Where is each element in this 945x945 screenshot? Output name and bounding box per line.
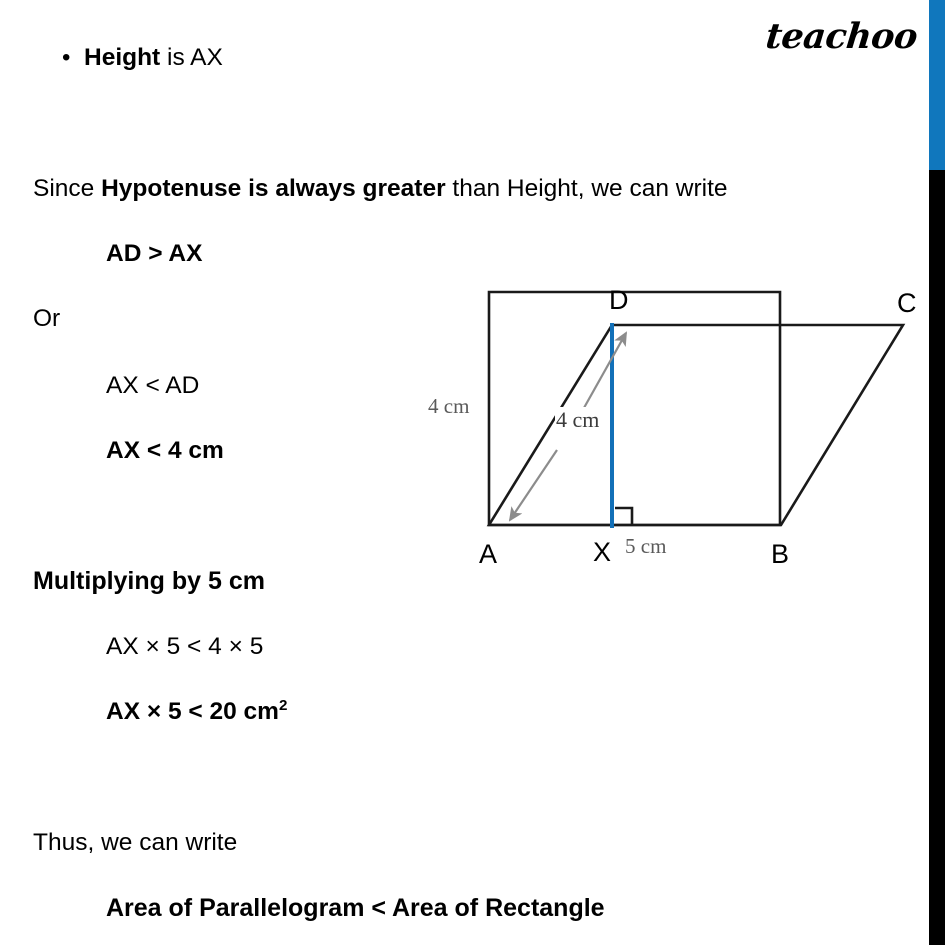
line-mult-step-1: AX × 5 < 4 × 5 [106, 633, 264, 660]
measure-label-diagonal-ad: 4 cm [556, 407, 600, 432]
right-angle-marker [615, 508, 632, 525]
bullet-rest-text: is AX [160, 44, 223, 71]
geometry-diagram [410, 275, 930, 575]
line-ax-less-ad: AX < AD [106, 372, 200, 399]
since-bold: Hypotenuse is always greater [101, 175, 446, 202]
right-edge-black-bar [929, 170, 945, 945]
bullet-bold-text: Height [84, 44, 161, 71]
measure-label-base: 5 cm [625, 534, 667, 558]
vertex-label-x: X [593, 537, 612, 567]
bullet-dot-icon: • [62, 44, 71, 71]
line-ax-less-4cm: AX < 4 cm [106, 437, 224, 464]
measure-label-left-side: 4 cm [428, 394, 470, 418]
mult-step2-superscript: 2 [278, 697, 288, 714]
parallelogram-shape [489, 325, 903, 525]
line-conclusion-area: Area of Parallelogram < Area of Rectangle [106, 894, 605, 922]
line-multiplying-by-5cm: Multiplying by 5 cm [33, 567, 265, 595]
line-since-hypotenuse [33, 175, 728, 203]
vertex-label-c: C [897, 288, 917, 318]
line-or: Or [33, 305, 61, 332]
vertex-label-a: A [479, 539, 498, 569]
vertex-label-d: D [609, 285, 629, 315]
rectangle-shape [489, 292, 780, 525]
line-thus-we-can-write: Thus, we can write [33, 829, 238, 856]
right-edge-blue-bar [929, 0, 945, 170]
since-suffix: than Height, we can write [445, 175, 728, 202]
bullet-line-height-is-ax [62, 44, 223, 72]
line-mult-step-2 [106, 697, 287, 726]
mult-step2-text: AX × 5 < 20 cm [106, 698, 279, 726]
line-ad-greater-ax: AD > AX [106, 240, 203, 267]
since-prefix: Since [33, 175, 102, 202]
teachoo-logo: teachoo [763, 16, 920, 57]
vertex-label-b: B [771, 539, 790, 569]
